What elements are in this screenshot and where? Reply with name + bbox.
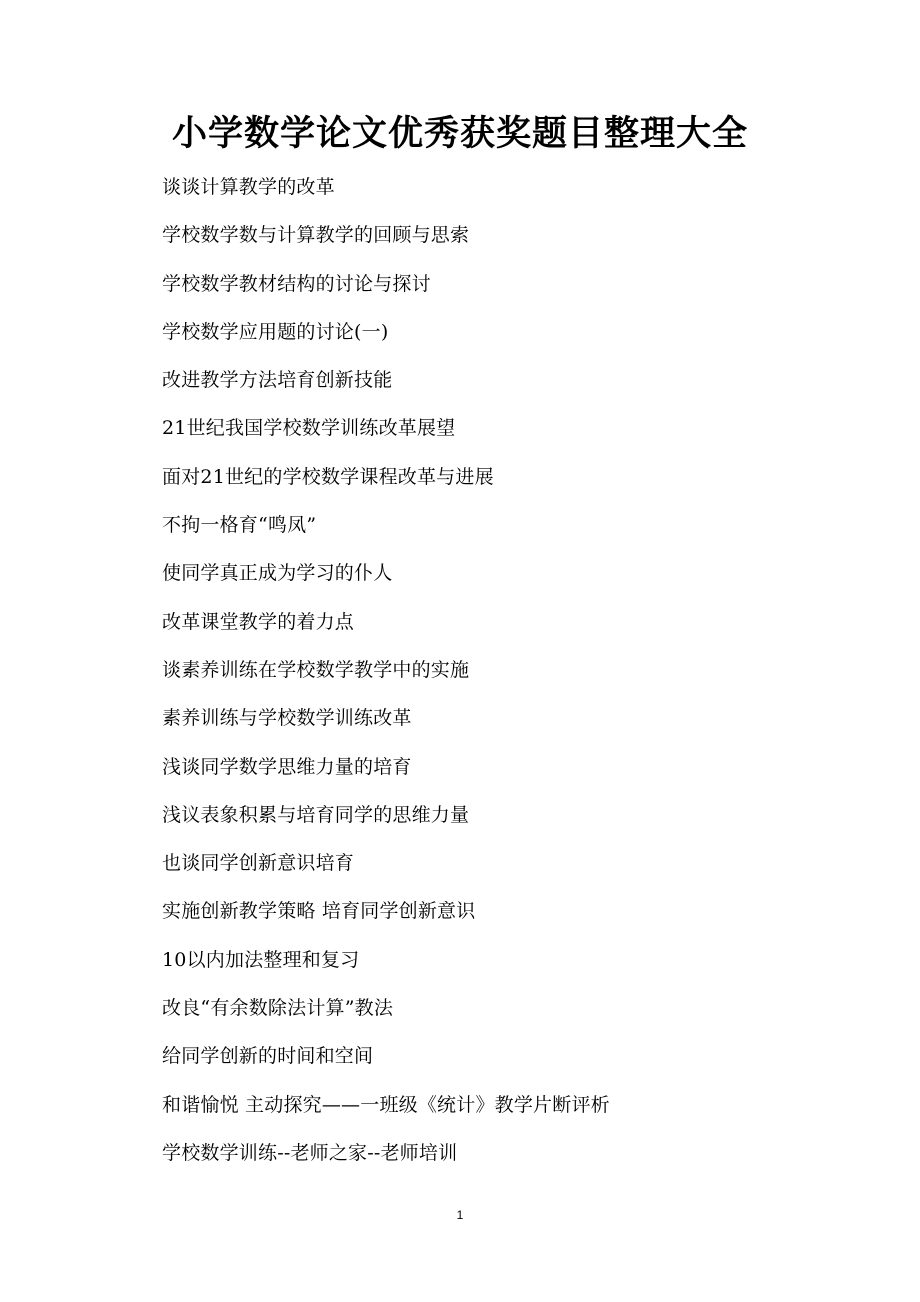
list-item: 不拘一格育“鸣凤” <box>162 514 317 537</box>
list-item: 学校数学应用题的讨论(一) <box>162 320 389 343</box>
list-item: 使同学真正成为学习的仆人 <box>162 562 393 585</box>
list-item: 给同学创新的时间和空间 <box>162 1045 374 1068</box>
list-item: 浅议表象积累与培育同学的思维力量 <box>162 803 470 826</box>
list-item: 也谈同学创新意识培育 <box>162 852 355 875</box>
list-item: 学校数学教材结构的讨论与探讨 <box>162 272 431 295</box>
list-item: 谈素养训练在学校数学教学中的实施 <box>162 658 470 681</box>
list-item: 浅谈同学数学思维力量的培育 <box>162 755 412 778</box>
list-item: 面对21世纪的学校数学课程改革与进展 <box>162 465 494 488</box>
list-item: 10以内加法整理和复习 <box>162 948 360 971</box>
list-item: 改进教学方法培育创新技能 <box>162 369 393 392</box>
list-item: 和谐愉悦 主动探究——一班级《统计》教学片断评析 <box>162 1093 610 1116</box>
list-item: 改革课堂教学的着力点 <box>162 610 355 633</box>
list-item: 21世纪我国学校数学训练改革展望 <box>162 417 456 440</box>
list-item: 学校数学训练--老师之家--老师培训 <box>162 1141 458 1164</box>
title-list <box>162 163 610 1177</box>
list-item: 实施创新教学策略 培育同学创新意识 <box>162 900 476 923</box>
list-item: 素养训练与学校数学训练改革 <box>162 707 412 730</box>
list-item: 学校数学数与计算教学的回顾与思索 <box>162 224 470 247</box>
list-item: 谈谈计算教学的改革 <box>162 176 335 198</box>
list-item: 改良“有余数除法计算”教法 <box>162 997 394 1020</box>
document-title: 小学数学论文优秀获奖题目整理大全 <box>171 114 748 154</box>
page-number: 1 <box>456 1208 464 1222</box>
